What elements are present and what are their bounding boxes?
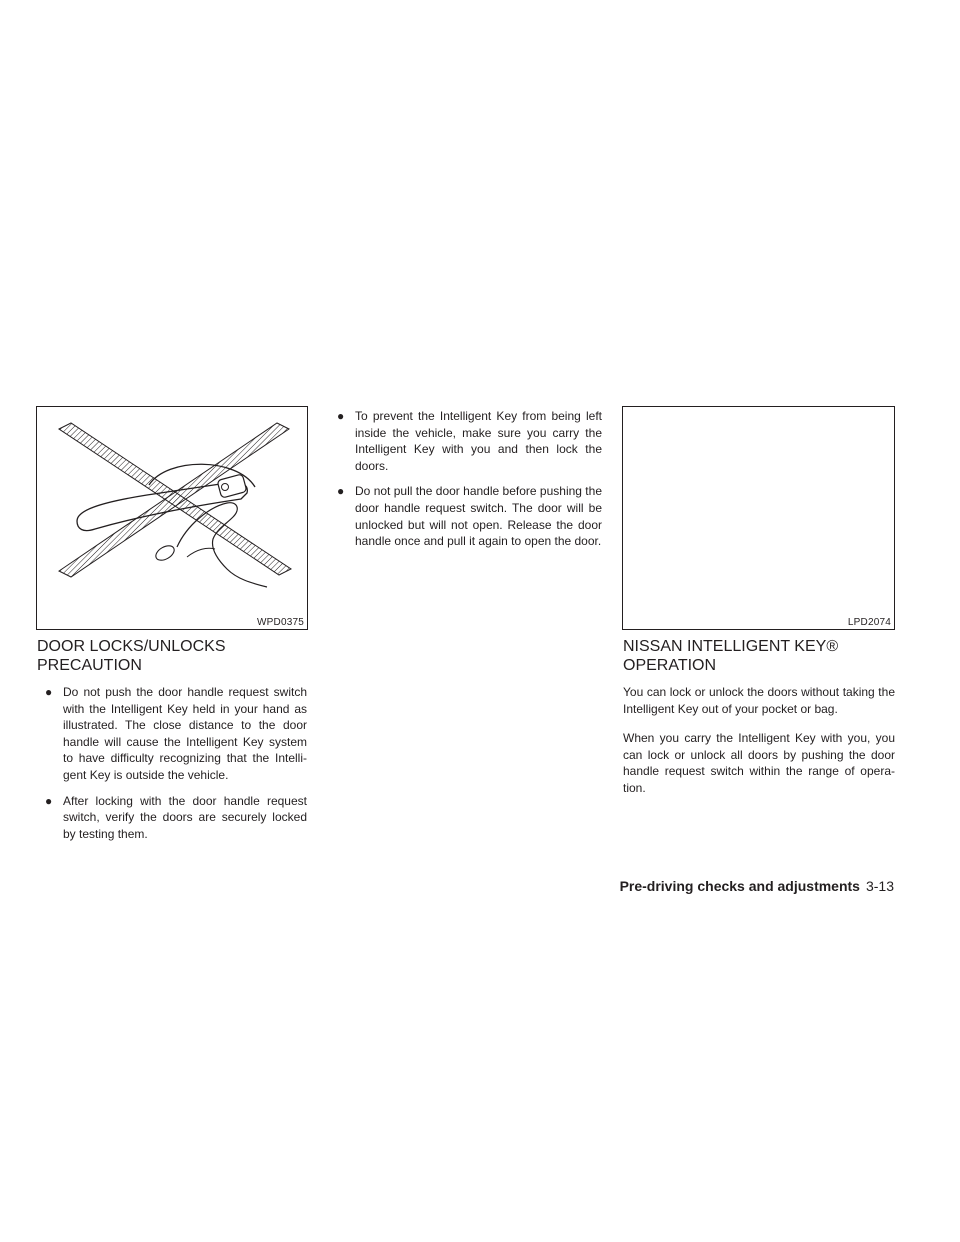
heading-line: OPERATION [623, 657, 717, 674]
list-item-text: After locking with the door handle request switch, verify the doors are securely locked by testing them. [63, 793, 307, 841]
figure-code-right: LPD2074 [847, 617, 891, 628]
heading-door-locks-precaution [37, 637, 307, 675]
bullet-icon: ● [337, 484, 345, 499]
figure-code-left: WPD0375 [257, 617, 304, 628]
list-item-text: To prevent the Intelligent Key from being left inside the vehicle, make sure you carry the Intelligent Key with you and then lock the doors. [355, 409, 602, 473]
key-ring-shape [153, 543, 176, 563]
door-handle-illustration [37, 407, 307, 629]
page-footer [620, 878, 894, 894]
bullet-icon: ● [45, 685, 53, 699]
list-item [45, 684, 307, 784]
bullet-icon: ● [45, 793, 53, 808]
precaution-list-continued [337, 408, 602, 559]
list-item [45, 793, 307, 843]
heading-intelligent-key-operation [623, 637, 895, 675]
list-item-text: Do not pull the door handle before pushing the door handle request switch. The door will be unlocked but will not open. Release the door handle once and pull it again to open the door. [355, 484, 602, 549]
heading-line: DOOR LOCKS/UNLOCKS [37, 638, 226, 655]
figure-door-handle-warning [36, 406, 308, 630]
heading-line: PRECAUTION [37, 657, 142, 674]
bullet-icon: ● [337, 409, 345, 423]
heading-line: NISSAN INTELLIGENT KEY® [623, 638, 839, 655]
paragraph: When you carry the Intelligent Key with you, you can lock or unlock all doors by pushing the door handle request switch within the range of opera-tion. [623, 731, 895, 795]
list-item [337, 483, 602, 549]
footer-section-title: Pre-driving checks and adjustments [619, 878, 860, 894]
list-item [337, 408, 602, 474]
precaution-list [45, 684, 307, 851]
paragraph: You can lock or unlock the doors without taking the Intelligent Key out of your pocket or bag. [623, 685, 895, 716]
list-item-text: Do not push the door handle request switch with the Intelligent Key held in your hand as illustrated. The close distance to the door handle will cause the Intelligent Key system to have difficulty recognizing that the Intelli-gent Key is outside the vehicle. [63, 685, 307, 782]
hand-finger-line [187, 548, 215, 557]
page-number: 3-13 [865, 878, 894, 894]
figure-intelligent-key [622, 406, 895, 630]
